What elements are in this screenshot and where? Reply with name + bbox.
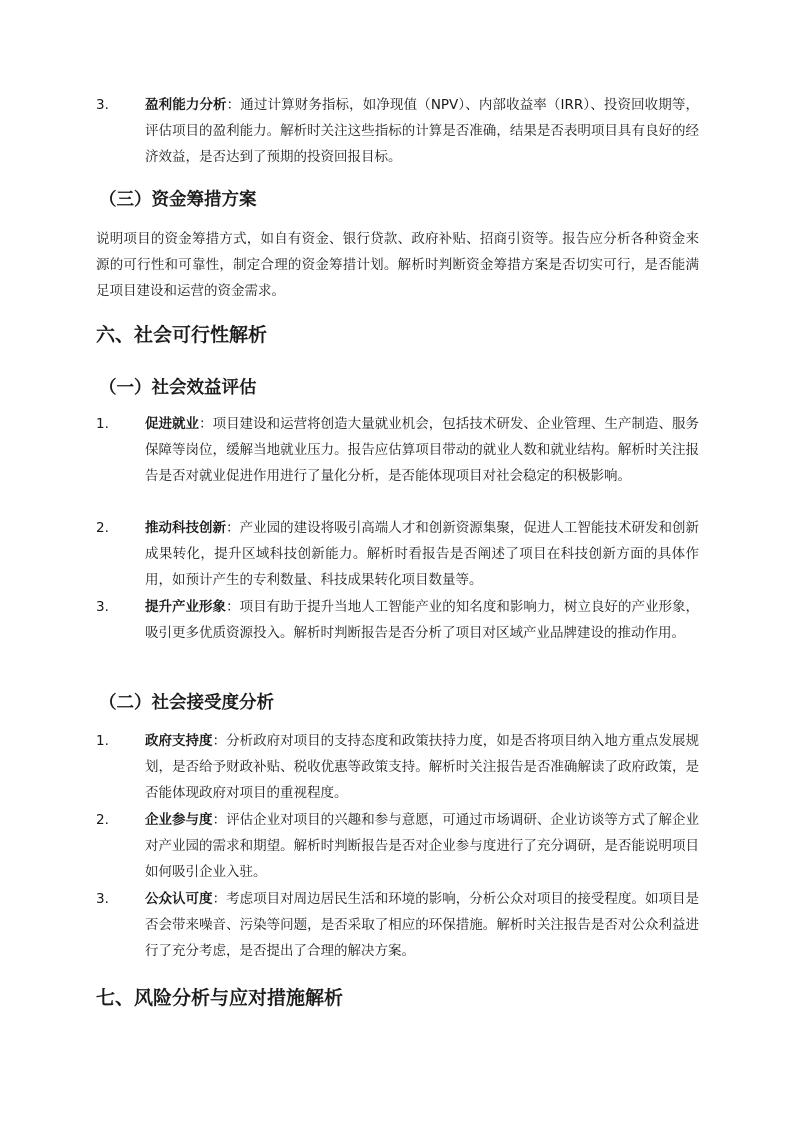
item-text: ：评估企业对项目的兴趣和参与意愿，可通过市场调研、企业访谈等方式了解企业对产业园的需求和期望。解析时判断报告是否对企业参与度进行了充分调研，是否能说明项目如何吸引企业入驻。	[145, 812, 699, 880]
item-label: 政府支持度	[145, 733, 213, 749]
list-item	[96, 411, 699, 489]
list-item	[96, 92, 699, 170]
item-text: ：分析政府对项目的支持态度和政策扶持力度，如是否将项目纳入地方重点发展规划，是否给予财政补贴、税收优惠等政策支持。解析时关注报告是否准确解读了政府政策，是否能体现政府对项目的重视程度。	[145, 733, 699, 801]
item-label: 提升产业形象	[145, 599, 227, 615]
list-number: 1.	[96, 416, 109, 432]
item-label: 推动科技创新	[145, 520, 227, 536]
list-number: 2.	[96, 520, 109, 536]
list-item	[96, 515, 699, 593]
list-number: 1.	[96, 733, 109, 749]
section7-heading: 七、风险分析与应对措施解析	[96, 987, 344, 1009]
item-label: 促进就业	[145, 416, 200, 432]
item-label: 盈利能力分析	[145, 97, 227, 113]
list-item	[96, 594, 699, 646]
list-item-body	[145, 728, 699, 806]
list-number: 3.	[96, 97, 109, 113]
item-text: ：项目有助于提升当地人工智能产业的知名度和影响力，树立良好的产业形象，吸引更多优质资源投入。解析时判断报告是否分析了项目对区域产业品牌建设的推动作用。	[145, 599, 700, 641]
financing-paragraph	[96, 226, 699, 304]
item-label: 公众认可度	[145, 891, 213, 907]
list-item-body	[145, 807, 699, 885]
item-text: ：产业园的建设将吸引高端人才和创新资源集聚，促进人工智能技术研发和创新成果转化，提升区域科技创新能力。解析时看报告是否阐述了项目在科技创新方面的具体作用，如预计产生的专利数量、科技成果转化项目数量等。	[145, 520, 700, 588]
list-item-body	[145, 515, 699, 593]
list-item-body	[145, 594, 699, 646]
list-number: 2.	[96, 812, 109, 828]
item-text: ：项目建设和运营将创造大量就业机会，包括技术研发、企业管理、生产制造、服务保障等岗位，缓解当地就业压力。报告应估算项目带动的就业人数和就业结构。解析时关注报告是否对就业促进作用进行了量化分析，是否能体现项目对社会稳定的积极影响。	[145, 416, 700, 484]
section6-heading: 六、社会可行性解析	[96, 324, 268, 346]
paragraph-text: 说明项目的资金筹措方式，如自有资金、银行贷款、政府补贴、招商引资等。报告应分析各种资金来源的可行性和可靠性，制定合理的资金筹措计划。解析时判断资金筹措方案是否切实可行，是否能满足项目建设和运营的资金需求。	[96, 231, 699, 299]
subsection-heading	[99, 374, 702, 402]
acceptance-heading: （二）社会接受度分析	[99, 693, 274, 713]
list-item	[96, 728, 699, 806]
item-text: ：考虑项目对周边居民生活和环境的影响，分析公众对项目的接受程度。如项目是否会带来噪音、污染等问题，是否采取了相应的环保措施。解析时关注报告是否对公众利益进行了充分考虑，是否提出了合理的解决方案。	[145, 891, 699, 959]
financing-heading: （三）资金筹措方案	[99, 190, 257, 210]
list-item	[96, 886, 699, 964]
list-number: 3.	[96, 891, 109, 907]
list-item-body	[145, 92, 699, 170]
item-text: ：通过计算财务指标，如净现值（NPV）、内部收益率（IRR）、投资回收期等，评估项目的盈利能力。解析时关注这些指标的计算是否准确，结果是否表明项目具有良好的经济效益，是否达到了预期的投资回报目标。	[145, 97, 700, 165]
list-item	[96, 807, 699, 885]
subsection-heading	[99, 186, 702, 214]
list-item-body	[145, 886, 699, 964]
benefit-heading: （一）社会效益评估	[99, 378, 257, 398]
list-item-body	[145, 411, 699, 489]
section-heading	[96, 983, 699, 1013]
list-number: 3.	[96, 599, 109, 615]
section-heading	[96, 320, 699, 350]
item-label: 企业参与度	[145, 812, 213, 828]
subsection-heading	[99, 689, 702, 717]
